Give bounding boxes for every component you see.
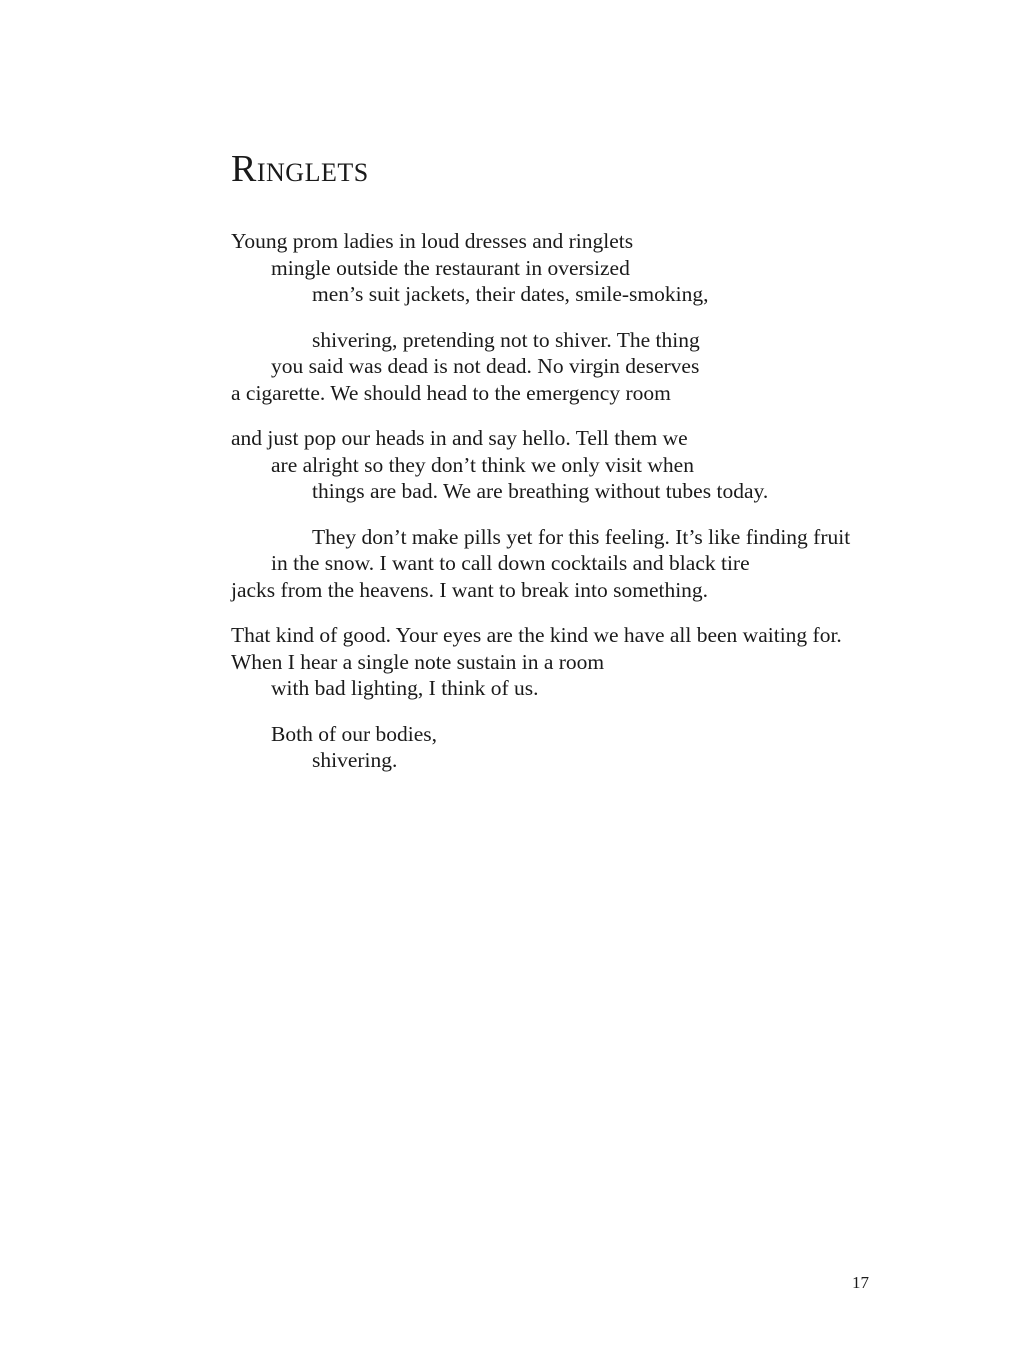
poem-title-rest: INGLETS xyxy=(256,158,369,187)
poem-line: men’s suit jackets, their dates, smile-smoking, xyxy=(312,282,709,306)
stanza xyxy=(231,228,931,308)
poem-line: When I hear a single note sustain in a room xyxy=(231,649,605,674)
poem-title-initial: R xyxy=(231,148,257,190)
poem-line: Young prom ladies in loud dresses and ringlets xyxy=(231,229,634,253)
poem-line: They don’t make pills yet for this feeling. It’s like finding fruit xyxy=(312,524,851,549)
poem-line: a cigarette. We should head to the emergency room xyxy=(231,380,671,405)
poem-line: you said was dead is not dead. No virgin deserves xyxy=(271,354,700,378)
stanza xyxy=(231,622,931,702)
poem-line: shivering, pretending not to shiver. The thing xyxy=(312,327,700,352)
poem-line: things are bad. We are breathing without tubes today. xyxy=(312,479,769,503)
poem-line: and just pop our heads in and say hello. Tell them we xyxy=(231,426,688,450)
poem-title xyxy=(231,150,369,188)
poem-line: Both of our bodies, xyxy=(271,721,438,746)
poem-line: with bad lighting, I think of us. xyxy=(271,676,539,700)
stanza xyxy=(231,524,931,604)
stanza xyxy=(231,721,931,774)
stanza xyxy=(231,327,931,407)
poem-line: jacks from the heavens. I want to break into something. xyxy=(231,577,709,602)
page-number: 17 xyxy=(852,1273,869,1292)
poem-line: That kind of good. Your eyes are the kind we have all been waiting for. xyxy=(231,623,842,647)
poem-line: mingle outside the restaurant in oversized xyxy=(271,255,630,280)
stanza xyxy=(231,425,931,505)
poem-body xyxy=(231,228,931,793)
poem-line: shivering. xyxy=(312,748,398,772)
poem-line: in the snow. I want to call down cocktails and black tire xyxy=(271,551,750,575)
poem-line: are alright so they don’t think we only visit when xyxy=(271,452,694,477)
